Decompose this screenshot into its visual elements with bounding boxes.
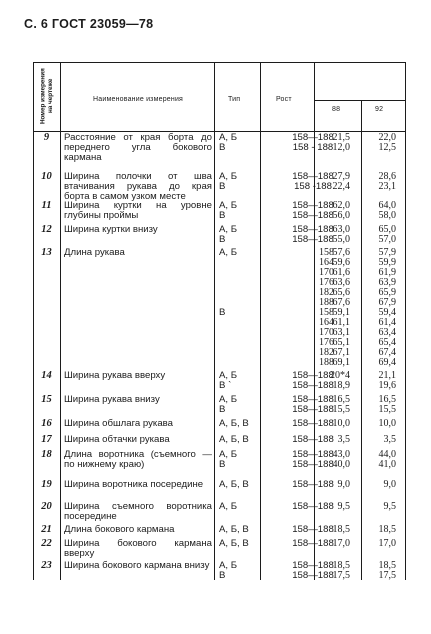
measurements-table <box>33 62 406 580</box>
value-size-92: 59,9 <box>378 257 396 268</box>
value-size-92: 64,0 <box>378 200 396 211</box>
value-size-92: 3,5 <box>383 434 396 445</box>
page-header: С. 6 ГОСТ 23059—78 <box>24 17 154 31</box>
value-size-88: 67,1 <box>332 347 350 358</box>
measurement-name: Ширина съемного воротника посередине <box>64 501 212 522</box>
value-size-92: 67,4 <box>378 347 396 358</box>
value-size-92: 61,9 <box>378 267 396 278</box>
value-size-92: 22,0 <box>378 132 396 143</box>
height-range: 164 <box>319 257 334 268</box>
value-size-88: 67,6 <box>332 297 350 308</box>
height-range: 158—188 <box>292 570 334 581</box>
height-range: 158 <box>319 247 334 258</box>
measurement-number: 16 <box>41 418 52 429</box>
value-size-92: 61,4 <box>378 317 396 328</box>
height-range: 176 <box>319 277 334 288</box>
height-range: 158—188 <box>292 394 334 405</box>
garment-type: А, Б, В <box>219 538 249 549</box>
value-size-92: 44,0 <box>378 449 396 460</box>
measurement-number: 18 <box>41 449 52 460</box>
value-size-88: 22,4 <box>332 181 350 192</box>
value-size-88: 61,1 <box>332 317 350 328</box>
garment-type: А, Б <box>219 200 238 211</box>
height-range: 158—188 <box>292 132 334 143</box>
height-range: 188 <box>319 297 334 308</box>
value-size-92: 17,0 <box>378 538 396 549</box>
column-divider-type <box>260 62 261 580</box>
value-size-92: 9,5 <box>383 501 396 512</box>
table-top-border <box>33 62 406 63</box>
height-range: 158—188 <box>292 459 334 470</box>
garment-type: А, Б, В <box>219 418 249 429</box>
garment-type: В <box>219 570 226 581</box>
height-range: 158 - 188 <box>292 142 334 153</box>
value-size-88: 63,0 <box>332 224 350 235</box>
value-size-88: 18,5 <box>332 524 350 535</box>
value-size-92: 58,0 <box>378 210 396 221</box>
measurement-number: 13 <box>41 247 52 258</box>
col-header-type: Тип <box>228 96 241 103</box>
garment-type: А, Б <box>219 132 238 143</box>
value-size-92: 57,0 <box>378 234 396 245</box>
value-size-92: 23,1 <box>378 181 396 192</box>
garment-type: В <box>219 459 226 470</box>
measurement-name: Ширина обшлага рукава <box>64 418 173 429</box>
height-range: 182 <box>319 347 334 358</box>
value-size-88: 9,5 <box>337 501 350 512</box>
col-header-size-88: 88 <box>332 106 341 113</box>
value-size-88: 3,5 <box>337 434 350 445</box>
size-header-divider <box>314 100 406 101</box>
value-size-92: 17,5 <box>378 570 396 581</box>
measurement-number: 12 <box>41 224 52 235</box>
value-size-92: 59,4 <box>378 307 396 318</box>
garment-type: А, Б <box>219 449 238 460</box>
measurement-name: Расстояние от края борта до переднего угла бокового кармана <box>64 132 212 163</box>
garment-type: А, Б <box>219 394 238 405</box>
value-size-88: 43,0 <box>332 449 350 460</box>
value-size-88: 59,6 <box>332 257 350 268</box>
garment-type: В <box>219 307 226 318</box>
value-size-88: 65,6 <box>332 287 350 298</box>
measurement-number: 10 <box>41 171 52 182</box>
height-range: 158—188 <box>292 449 334 460</box>
value-size-92: 63,9 <box>378 277 396 288</box>
height-range: 158 -188 <box>294 181 332 192</box>
value-size-88: 62,0 <box>332 200 350 211</box>
value-size-88: 63,1 <box>332 327 350 338</box>
column-divider-size <box>361 100 362 580</box>
height-range: 158—188 <box>292 501 334 512</box>
measurement-name: Ширина рукава внизу <box>64 394 160 405</box>
measurement-number: 20 <box>41 501 52 512</box>
value-size-88: 56,0 <box>332 210 350 221</box>
measurement-name: Ширина полочки от шва втачивания рукава до края борта в самом узком месте <box>64 171 212 202</box>
height-range: 158—188 <box>292 434 334 445</box>
height-range: 158—188 <box>292 560 334 571</box>
height-range: 170 <box>319 327 334 338</box>
measurement-name: Ширина бокового кармана внизу <box>64 560 210 571</box>
value-size-92: 18,5 <box>378 560 396 571</box>
value-size-88: 40,0 <box>332 459 350 470</box>
value-size-88: 18,5 <box>332 560 350 571</box>
col-header-num: Номер измерения на чертеже <box>39 68 54 124</box>
value-size-92: 18,5 <box>378 524 396 535</box>
value-size-88: 20*4 <box>330 370 350 381</box>
garment-type: А, Б <box>219 501 238 512</box>
height-range: 182 <box>319 287 334 298</box>
value-size-92: 67,9 <box>378 297 396 308</box>
col-header-height: Рост <box>276 96 292 103</box>
garment-type: В <box>219 142 226 153</box>
value-size-88: 65,1 <box>332 337 350 348</box>
value-size-92: 65,0 <box>378 224 396 235</box>
value-size-88: 21,5 <box>332 132 350 143</box>
measurement-number: 14 <box>41 370 52 381</box>
height-range: 158—188 <box>292 224 334 235</box>
height-range: 158—188 <box>292 418 334 429</box>
height-range: 158—188 <box>292 171 334 182</box>
measurement-name: Ширина бокового кармана вверху <box>64 538 212 559</box>
measurement-name: Ширина обтачки рукава <box>64 434 170 445</box>
col-header-name: Наименование измерения <box>93 96 184 103</box>
value-size-88: 12,0 <box>332 142 350 153</box>
value-size-92: 28,6 <box>378 171 396 182</box>
value-size-88: 17,0 <box>332 538 350 549</box>
garment-type: В <box>219 210 226 221</box>
garment-type: А, Б <box>219 171 238 182</box>
height-range: 158—188 <box>292 538 334 549</box>
measurement-number: 22 <box>41 538 52 549</box>
measurement-name: Ширина куртки внизу <box>64 224 158 235</box>
measurement-name: Ширина воротника посередине <box>64 479 204 490</box>
value-size-88: 18,9 <box>332 380 350 391</box>
value-size-92: 63,4 <box>378 327 396 338</box>
height-range: 158—188 <box>292 479 334 490</box>
garment-type: В <box>219 404 226 415</box>
garment-type: В <box>219 234 226 245</box>
value-size-88: 55,0 <box>332 234 350 245</box>
garment-type: А, Б, В <box>219 434 249 445</box>
height-range: 176 <box>319 337 334 348</box>
value-size-92: 10,0 <box>378 418 396 429</box>
measurement-number: 19 <box>41 479 52 490</box>
height-range: 158—188 <box>292 210 334 221</box>
value-size-92: 12,5 <box>378 142 396 153</box>
column-divider-name <box>214 62 215 580</box>
height-range: 158—188 <box>292 404 334 415</box>
value-size-92: 41,0 <box>378 459 396 470</box>
value-size-88: 61,6 <box>332 267 350 278</box>
value-size-88: 59,1 <box>332 307 350 318</box>
measurement-name: Ширина куртки на уровне глубины проймы <box>64 200 212 221</box>
value-size-88: 10,0 <box>332 418 350 429</box>
value-size-92: 16,5 <box>378 394 396 405</box>
measurement-number: 23 <box>41 560 52 571</box>
value-size-88: 69,1 <box>332 357 350 368</box>
garment-type: А, Б, В <box>219 524 249 535</box>
measurement-number: 9 <box>43 132 50 143</box>
value-size-88: 15,5 <box>332 404 350 415</box>
height-range: 158 <box>319 307 334 318</box>
garment-type: А, Б, В <box>219 479 249 490</box>
value-size-92: 69,4 <box>378 357 396 368</box>
value-size-92: 9,0 <box>383 479 396 490</box>
value-size-88: 27,9 <box>332 171 350 182</box>
height-range: 158—188 <box>292 234 334 245</box>
value-size-92: 65,4 <box>378 337 396 348</box>
value-size-92: 65,9 <box>378 287 396 298</box>
height-range: 158—188 <box>292 380 334 391</box>
garment-type: В <box>219 181 226 192</box>
value-size-88: 9,0 <box>337 479 350 490</box>
value-size-88: 17,5 <box>332 570 350 581</box>
col-header-size-92: 92 <box>375 106 384 113</box>
height-range: 164 <box>319 317 334 328</box>
garment-type: А, Б <box>219 370 238 381</box>
garment-type: А, Б <box>219 247 238 258</box>
measurement-number: 17 <box>41 434 52 445</box>
height-range: 188 <box>319 357 334 368</box>
height-range: 158—188 <box>292 200 334 211</box>
measurement-name: Длина бокового кармана <box>64 524 175 535</box>
value-size-92: 21,1 <box>378 370 396 381</box>
measurement-number: 15 <box>41 394 52 405</box>
measurement-name: Длина воротника (съемного — по нижнему краю) <box>64 449 212 470</box>
measurement-number: 11 <box>41 200 52 211</box>
value-size-88: 57,6 <box>332 247 350 258</box>
value-size-88: 63,6 <box>332 277 350 288</box>
value-size-92: 15,5 <box>378 404 396 415</box>
garment-type: В ` <box>219 380 232 391</box>
value-size-92: 19,6 <box>378 380 396 391</box>
value-size-92: 57,9 <box>378 247 396 258</box>
height-range: 158—188 <box>292 370 334 381</box>
measurement-name: Длина рукава <box>64 247 125 258</box>
table-right-border <box>405 62 406 580</box>
measurement-name: Ширина рукава вверху <box>64 370 166 381</box>
garment-type: А, Б <box>219 560 238 571</box>
height-range: 158—188 <box>292 524 334 535</box>
garment-type: А, Б <box>219 224 238 235</box>
column-divider-num <box>60 62 61 580</box>
value-size-88: 16,5 <box>332 394 350 405</box>
height-range: 170 <box>319 267 334 278</box>
measurement-number: 21 <box>41 524 52 535</box>
